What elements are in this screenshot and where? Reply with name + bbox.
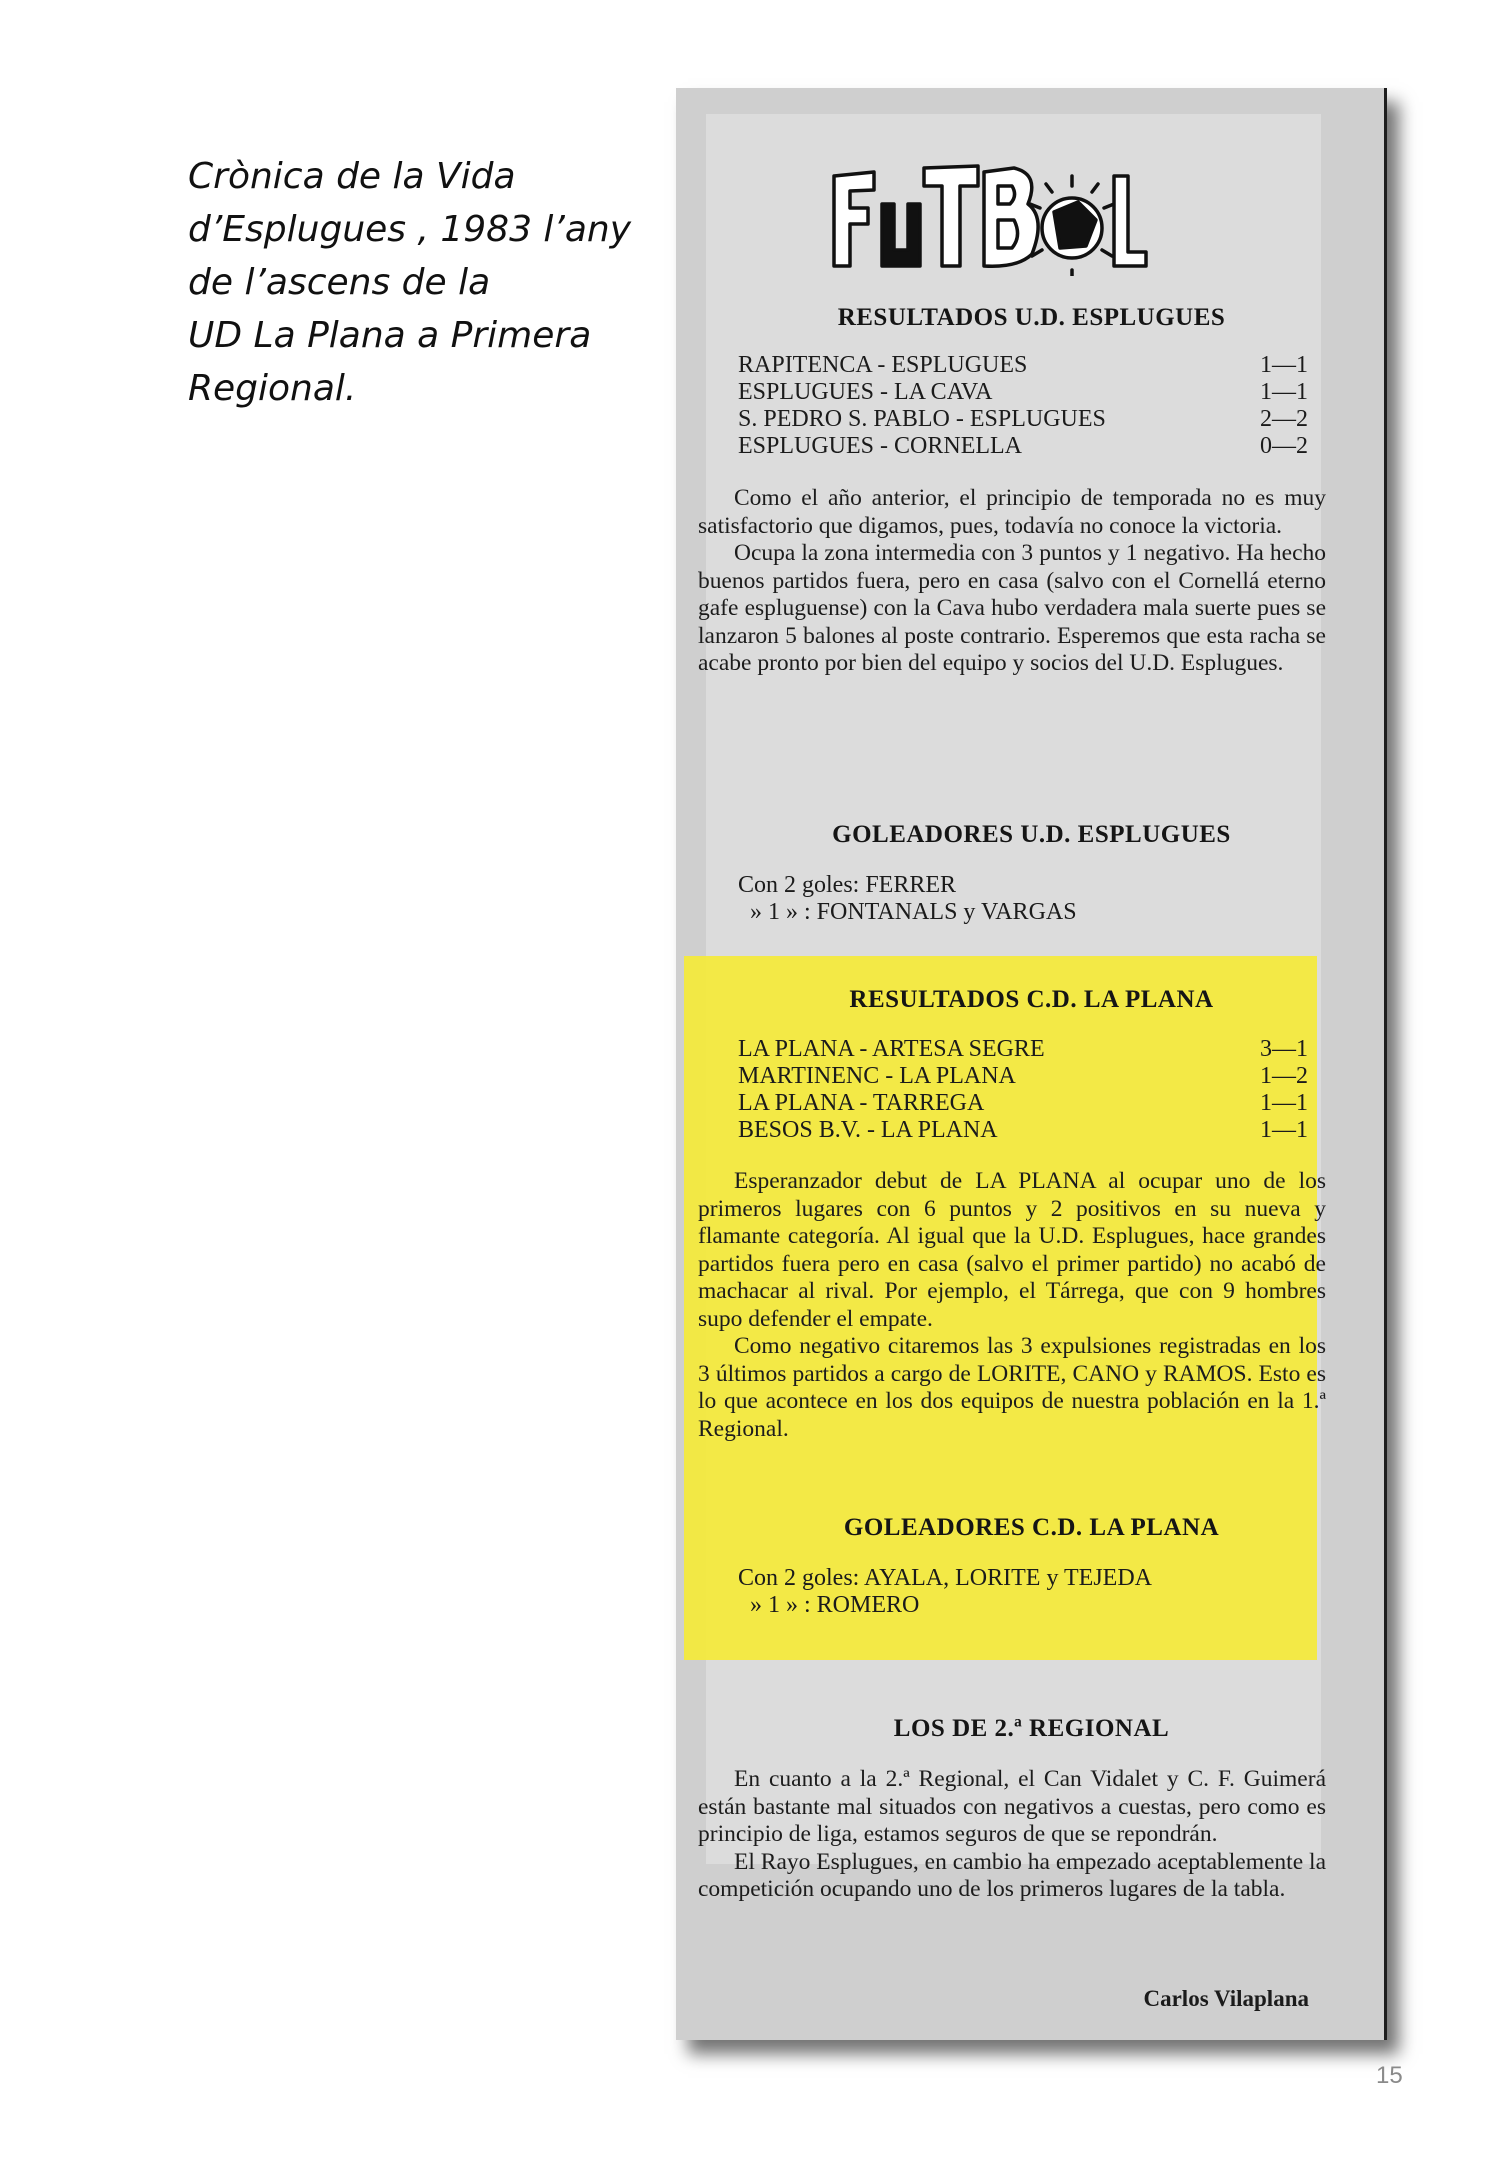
match: ESPLUGUES - LA CAVA xyxy=(738,379,993,405)
scorers-esplugues-heading: GOLEADORES U.D. ESPLUGUES xyxy=(832,821,1231,848)
scorers-line: » 1 » : ROMERO xyxy=(750,1592,920,1618)
futbol-logo xyxy=(828,146,1148,276)
caption-line: Crònica de la Vida xyxy=(188,156,516,197)
clipping-edge xyxy=(1384,88,1387,2040)
score: 2—2 xyxy=(1260,406,1308,432)
paragraph: Esperanzador debut de LA PLANA al ocupar uno de los primeros lugares con 6 puntos y 2 positivos en su nueva y flamante categoría. Al igual que la U.D. Esplugues, hace grandes partidos fuera pero en casa (salvo el primer partido) no acabó de machacar al rival. Por ejemplo, el Tárrega, que con 9 hombres supo defender el empate. xyxy=(698,1168,1326,1332)
paragraph: Ocupa la zona intermedia con 3 puntos y 1 negativo. Ha hecho buenos partidos fuera, pero en casa (salvo con el Cornellá eterno gafe espluguense) con la Cava hubo verdadera mala suerte pues se lanzaron 5 balones al poste contrario. Esperemos que esta racha se acabe pronto por bien del equipo y socios del U.D. Esplugues. xyxy=(698,540,1326,676)
result-row xyxy=(738,379,1308,406)
result-row xyxy=(738,1036,1308,1063)
score: 1—1 xyxy=(1260,352,1308,378)
scorers-laplana-heading: GOLEADORES C.D. LA PLANA xyxy=(843,1514,1220,1541)
match: ESPLUGUES - CORNELLA xyxy=(738,433,1023,459)
paragraph: El Rayo Esplugues, en cambio ha empezado aceptablemente la competición ocupando uno de los primeros lugares de la tabla. xyxy=(698,1848,1326,1902)
result-row xyxy=(738,1117,1308,1144)
match: MARTINENC - LA PLANA xyxy=(738,1063,1016,1089)
caption-line: de l’ascens de la xyxy=(188,262,491,303)
caption xyxy=(188,150,658,415)
signature: Carlos Vilaplana xyxy=(1143,1986,1309,2011)
caption-line: Regional. xyxy=(188,368,357,409)
segunda-article xyxy=(698,1766,1326,1904)
score: 0—2 xyxy=(1260,433,1308,459)
result-row xyxy=(738,1090,1308,1117)
score: 1—2 xyxy=(1260,1063,1308,1089)
match: RAPITENCA - ESPLUGUES xyxy=(738,352,1028,378)
page-number: 15 xyxy=(1376,2062,1403,2089)
caption-line: UD La Plana a Primera xyxy=(188,315,592,356)
match: LA PLANA - TARREGA xyxy=(738,1090,985,1116)
result-row xyxy=(738,433,1308,460)
score: 1—1 xyxy=(1260,1117,1308,1143)
result-row xyxy=(738,1063,1308,1090)
paragraph: En cuanto a la 2.ª Regional, el Can Vidalet y C. F. Guimerá están bastante mal situados con negativos a cuestas, pero como es principio de liga, estamos seguros de que se repondrán. xyxy=(698,1766,1326,1847)
caption-line: d’Esplugues , 1983 l’any xyxy=(188,209,632,250)
esplugues-article xyxy=(698,485,1326,678)
match: LA PLANA - ARTESA SEGRE xyxy=(738,1036,1045,1062)
newspaper-clipping xyxy=(676,88,1387,2040)
scorers-line: Con 2 goles: AYALA, LORITE y TEJEDA xyxy=(738,1565,1152,1591)
score: 1—1 xyxy=(1260,1090,1308,1116)
results-esplugues-heading: RESULTADOS U.D. ESPLUGUES xyxy=(837,304,1226,331)
score: 1—1 xyxy=(1260,379,1308,405)
match: BESOS B.V. - LA PLANA xyxy=(738,1117,998,1143)
segunda-heading: LOS DE 2.ª REGIONAL xyxy=(893,1715,1170,1742)
scorers-line: » 1 » : FONTANALS y VARGAS xyxy=(750,899,1077,925)
result-row xyxy=(738,406,1308,433)
laplana-article xyxy=(698,1168,1326,1443)
result-row xyxy=(738,352,1308,379)
results-laplana-heading: RESULTADOS C.D. LA PLANA xyxy=(849,986,1214,1013)
scorers-line: Con 2 goles: FERRER xyxy=(738,872,957,898)
score: 3—1 xyxy=(1260,1036,1308,1062)
match: S. PEDRO S. PABLO - ESPLUGUES xyxy=(738,406,1106,432)
paragraph: Como negativo citaremos las 3 expulsiones registradas en los 3 últimos partidos a cargo de LORITE, CANO y RAMOS. Esto es lo que acontece en los dos equipos de nuestra población en la 1.ª Regional. xyxy=(698,1333,1326,1442)
paragraph: Como el año anterior, el principio de temporada no es muy satisfactorio que digamos, pues, todavía no conoce la victoria. xyxy=(698,485,1326,539)
